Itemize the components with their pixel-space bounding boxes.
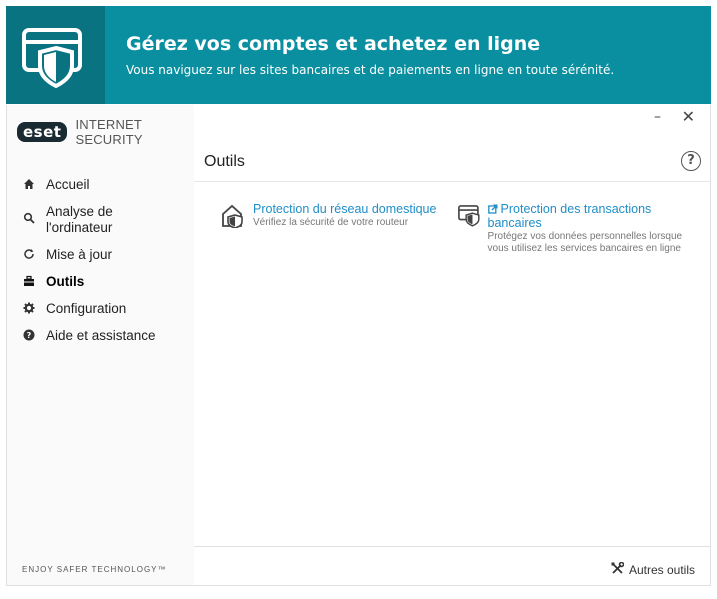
tool-title-wrap	[488, 202, 688, 230]
tool-home-network[interactable]	[221, 202, 441, 229]
tool-banking-protection[interactable]	[458, 202, 688, 255]
sidebar-item-label: Mise à jour	[46, 247, 113, 262]
sidebar-item-accueil[interactable]	[7, 177, 194, 193]
other-tools-link[interactable]	[611, 562, 695, 578]
home-shield-icon	[221, 202, 247, 228]
sidebar-item-aide[interactable]	[7, 328, 194, 344]
sidebar-item-analyse[interactable]	[7, 204, 194, 236]
sidebar	[7, 105, 194, 585]
home-icon	[22, 178, 36, 192]
sidebar-item-label: Aide et assistance	[46, 328, 156, 343]
other-tools-label: Autres outils	[628, 563, 695, 577]
help-icon	[22, 329, 36, 343]
card-shield-icon	[458, 202, 482, 228]
close-button[interactable]: ✕	[681, 107, 695, 126]
help-button[interactable]: ?	[681, 151, 701, 171]
sidebar-item-label: Outils	[46, 274, 85, 289]
sidebar-item-label: Accueil	[46, 177, 90, 192]
toolbox-icon	[22, 275, 36, 289]
eset-logo: eset	[17, 122, 67, 142]
main-panel	[194, 105, 711, 585]
app-window	[6, 105, 711, 586]
tools-icon	[611, 562, 624, 578]
external-link-icon	[488, 203, 498, 213]
sidebar-item-mise-a-jour[interactable]	[7, 247, 194, 263]
card-shield-icon	[22, 22, 90, 90]
promo-banner	[6, 6, 711, 104]
product-logo	[17, 117, 194, 147]
svg-text:?: ?	[26, 331, 32, 340]
refresh-icon	[22, 248, 36, 262]
slogan: ENJOY SAFER TECHNOLOGY™	[22, 565, 167, 574]
product-name: INTERNET SECURITY	[75, 117, 143, 147]
banner-icon-box	[6, 6, 105, 104]
sidebar-item-outils[interactable]	[7, 274, 194, 290]
tool-description: Vérifiez la sécurité de votre routeur	[253, 217, 409, 228]
sidebar-item-configuration[interactable]	[7, 301, 194, 317]
divider	[194, 546, 711, 547]
tool-title: Protection du réseau domestique	[253, 202, 437, 216]
tool-title: Protection des transactions bancaires	[487, 202, 652, 230]
search-icon	[22, 212, 36, 226]
banner-title: Gérez vos comptes et achetez en ligne	[126, 33, 541, 55]
tool-description: Protégez vos données personnelles lorsque vous utilisez les services bancaires en ligne	[487, 231, 683, 254]
sidebar-item-label: Configuration	[46, 301, 127, 316]
minimize-button[interactable]: –	[654, 109, 661, 125]
divider	[194, 181, 711, 182]
sidebar-item-label: Analyse de l'ordinateur	[46, 204, 113, 235]
sidebar-nav	[7, 177, 194, 355]
banner-subtitle: Vous naviguez sur les sites bancaires et de paiements en ligne en toute sérénité.	[126, 63, 615, 77]
gear-icon	[22, 302, 36, 316]
page-title: Outils	[204, 153, 245, 170]
